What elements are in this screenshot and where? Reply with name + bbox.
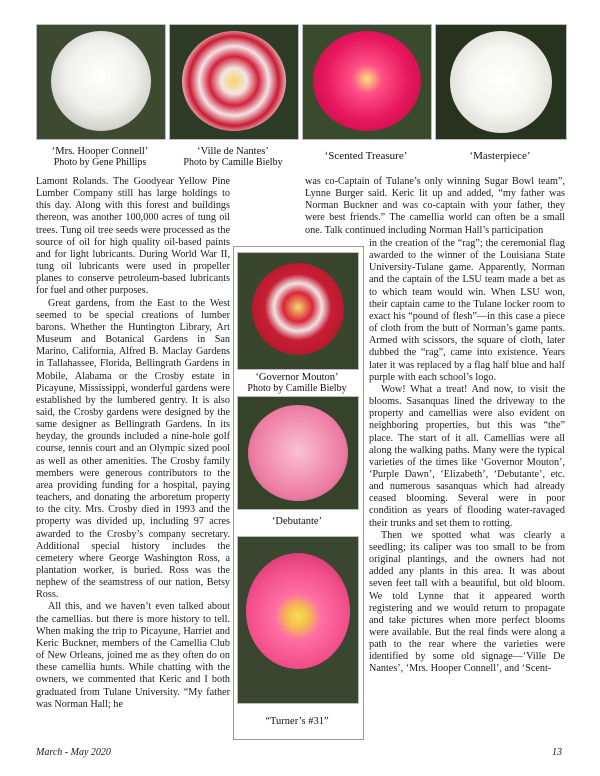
caption-ville-de-nantes xyxy=(163,146,303,168)
white-camellia-bloom xyxy=(450,31,552,133)
caption-title: ‘Governor Mouton’ xyxy=(255,372,339,383)
paragraph: was co-Captain of Tulane’s only winning Sugar Bowl team”, Lynne Burger said. Keric lit up and added, “my father was Norman Buckner and was co-captain with your father, they were best friends.” The camellia world can often be a small one. Talk continued including Norman Hall’s participation xyxy=(305,176,565,236)
caption-scented-treasure xyxy=(302,151,430,162)
caption-governor-mouton xyxy=(235,372,359,394)
variegated-camellia-bloom xyxy=(182,31,286,131)
photo-debutante xyxy=(237,396,359,510)
caption-mrs-hooper-connell xyxy=(36,146,164,168)
paragraph: All this, and we haven’t even talked about the camellias. but there is more history to tell. When making the trip to Picayune, Harriet and Keric Buckner, members of the Camellia Club of New Orleans, joined me as they often do on these camellia hunts. While chatting with the owners, we commented that Keric and I both graduated from Tulane University. “My father was Norman Hall; he xyxy=(36,601,230,710)
caption-title: “Turner’s #31” xyxy=(265,716,329,727)
right-column-top xyxy=(305,176,565,237)
photo-turners-31 xyxy=(237,536,359,704)
caption-credit: Photo by Gene Phillips xyxy=(53,157,147,168)
caption-title: ‘Masterpiece’ xyxy=(469,150,531,162)
photo-mrs-hooper-connell xyxy=(36,24,166,140)
paragraph: Lamont Rolands. The Goodyear Yellow Pine Lumber Company still has large holdings to this day. Along with this forest and buildings thereon, was another 100,000 acres of tung oil trees. Tung oil tree seeds were processed as the source of oil for high quality oil-based paints and for light lubricants. During World War II, tung oil lubricants were used in propeller planes to conserve petroleum-based lubricants for fuel and other purposes. xyxy=(36,176,230,297)
paragraph: Great gardens, from the East to the West seemed to be special creations of lumber barons. Whether the Huntington Library, Art Museum and Botanical Gardens in San Marino, California, Alfred B. Maclay Gardens in Tallahassee, Florida, Bellingrath Gardens in Mobile, Alabama or the Crosby estate in Picayune, Mississippi, wonderful gardens were established by the lumbered gentry. It is also said, the Crosby gardens were designed by the same designer as Bellingrath Gardens. In its heyday, the grounds included a nine-hole golf course, tennis court and an Olympic sized pool as well as other amenities. The Crosby family members were generous contributors to the area providing funding for a hospital, paying teachers, and donating the arboretum property to the city. Mrs. Crosby died in 1993 and the property was divided up, including 97 acres awarded to the Crosby’s company secretary. Additional special history includes the cemetery where George Washington Ross, a plantation worker, is buried. Ross was the nephew of the seamstress of our nation, Betsy Ross. xyxy=(36,297,230,601)
paragraph: Wow! What a treat! And now, to visit the blooms. Sasanquas lined the driveway to the property and camellias were also evident on neighboring properties, but this was “the” place. The start of it all. Camellias were all along the walking paths. Many were the typical varieties of the times like ‘Governor Mouton’, ‘Purple Dawn’, ‘Elizabeth’, ‘Debutante’, etc. and numerous sasanquas which had already ceased blooming. Several were in poor condition as years of flooding water-ravaged their trunks and set them to rotting. xyxy=(369,383,565,529)
caption-masterpiece xyxy=(435,151,565,162)
photo-masterpiece xyxy=(435,24,567,140)
issue-date: March - May 2020 xyxy=(36,747,111,758)
paragraph: in the creation of the “rag”; the ceremonial flag awarded to the winner of the Louisiana State University-Tulane game. Apparently, Norman and the captain of the LSU team made a bet as to which team would win. When LSU won, their captain came to the Tulane locker room to exact his “pound of flesh”—in this case a piece of cloth from the butt of Norman’s game pants. Armed with scissors, the square of cloth, later dubbed the “rag”, came into existence. Years later it was replaced by a flag half blue and half purple with each school’s logo. xyxy=(369,238,565,383)
white-camellia-bloom xyxy=(51,31,151,131)
photo-governor-mouton xyxy=(237,252,359,370)
caption-debutante xyxy=(235,516,359,527)
pink-camellia-bloom xyxy=(246,553,350,669)
caption-title: ‘Mrs. Hooper Connell’ xyxy=(51,146,149,157)
photo-scented-treasure xyxy=(302,24,432,140)
right-column xyxy=(369,238,565,676)
caption-credit: Photo by Camille Bielby xyxy=(247,383,347,394)
photo-ville-de-nantes xyxy=(169,24,299,140)
pink-camellia-bloom xyxy=(313,31,421,131)
caption-credit: Photo by Camille Bielby xyxy=(183,157,283,168)
page-number: 13 xyxy=(552,747,562,758)
caption-turners-31 xyxy=(235,716,359,727)
paragraph: Then we spotted what was clearly a seedling; its caliper was too small to be from original plantings, and the owners had not added any plants in this area. It was about seven feet tall with a beautiful, but old bloom. We told Lynne that it appeared worth registering and we would return to propagate and take pictures when more perfect blooms were available. But the real finds were along a path to the rear where the varieties were identified by some old signage—‘Ville De Nantes’, ‘Mrs. Hooper Connell’, and ‘Scent- xyxy=(369,529,565,675)
pink-camellia-bloom xyxy=(248,405,348,501)
caption-title: ‘Ville de Nantes’ xyxy=(197,146,269,157)
caption-title: ‘Scented Treasure’ xyxy=(324,150,408,162)
left-column xyxy=(36,176,230,711)
caption-title: ‘Debutante’ xyxy=(271,516,323,527)
red-white-camellia-bloom xyxy=(252,263,344,355)
